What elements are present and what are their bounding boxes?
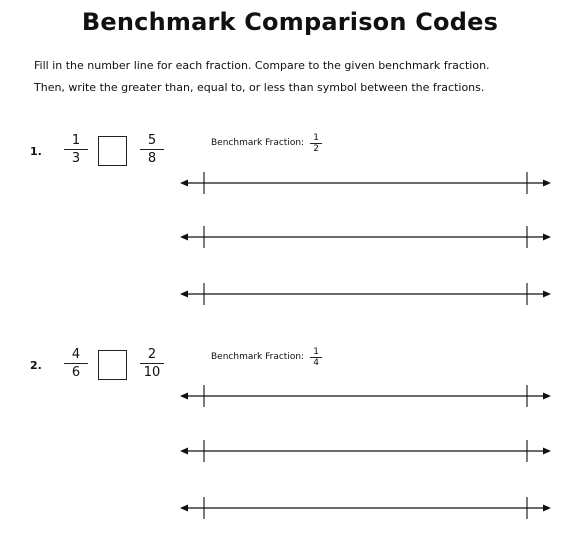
- left-arrow-icon: [180, 180, 188, 187]
- numerator: 2: [147, 347, 157, 362]
- denominator: 4: [313, 357, 319, 368]
- numerator: 1: [313, 346, 319, 357]
- right-arrow-icon: [543, 393, 551, 400]
- left-arrow-icon: [180, 234, 188, 241]
- benchmark-fraction: [211, 344, 322, 370]
- right-arrow-icon: [543, 234, 551, 241]
- number-line[interactable]: [180, 225, 551, 249]
- problem-number: 1.: [30, 145, 42, 158]
- right-fraction: [139, 346, 165, 382]
- problem-2: [0, 344, 580, 544]
- numerator: 1: [71, 133, 81, 148]
- number-line-graphic: [180, 171, 551, 195]
- number-line[interactable]: [180, 282, 551, 306]
- number-line-graphic: [180, 384, 551, 408]
- numerator: 5: [147, 133, 157, 148]
- denominator: 10: [143, 365, 161, 380]
- instruction-line-1: Fill in the number line for each fraction. Compare to the given benchmark fraction.: [34, 59, 490, 72]
- comparison-answer-box[interactable]: [98, 136, 127, 166]
- number-line[interactable]: [180, 496, 551, 520]
- denominator: 2: [313, 143, 319, 154]
- number-line[interactable]: [180, 439, 551, 463]
- instruction-line-2: Then, write the greater than, equal to, or less than symbol between the fractions.: [34, 81, 485, 94]
- right-arrow-icon: [543, 505, 551, 512]
- numerator: 1: [313, 132, 319, 143]
- page-title: Benchmark Comparison Codes: [81, 8, 499, 36]
- number-line-graphic: [180, 496, 551, 520]
- left-fraction: [63, 132, 89, 168]
- left-fraction: [63, 346, 89, 382]
- number-line[interactable]: [180, 171, 551, 195]
- numerator: 4: [71, 347, 81, 362]
- number-line-graphic: [180, 439, 551, 463]
- problem-1: [0, 130, 580, 330]
- right-fraction: [139, 132, 165, 168]
- left-arrow-icon: [180, 393, 188, 400]
- number-line-graphic: [180, 225, 551, 249]
- number-line-graphic: [180, 282, 551, 306]
- denominator: 6: [71, 365, 81, 380]
- left-arrow-icon: [180, 448, 188, 455]
- left-arrow-icon: [180, 291, 188, 298]
- benchmark-value: [310, 347, 322, 368]
- benchmark-fraction: [211, 130, 322, 156]
- denominator: 8: [147, 151, 157, 166]
- right-arrow-icon: [543, 291, 551, 298]
- benchmark-label: Benchmark Fraction:: [211, 138, 305, 148]
- benchmark-value: [310, 133, 322, 154]
- number-line[interactable]: [180, 384, 551, 408]
- comparison-answer-box[interactable]: [98, 350, 127, 380]
- denominator: 3: [71, 151, 81, 166]
- benchmark-label: Benchmark Fraction:: [211, 352, 305, 362]
- right-arrow-icon: [543, 180, 551, 187]
- left-arrow-icon: [180, 505, 188, 512]
- problem-number: 2.: [30, 359, 42, 372]
- right-arrow-icon: [543, 448, 551, 455]
